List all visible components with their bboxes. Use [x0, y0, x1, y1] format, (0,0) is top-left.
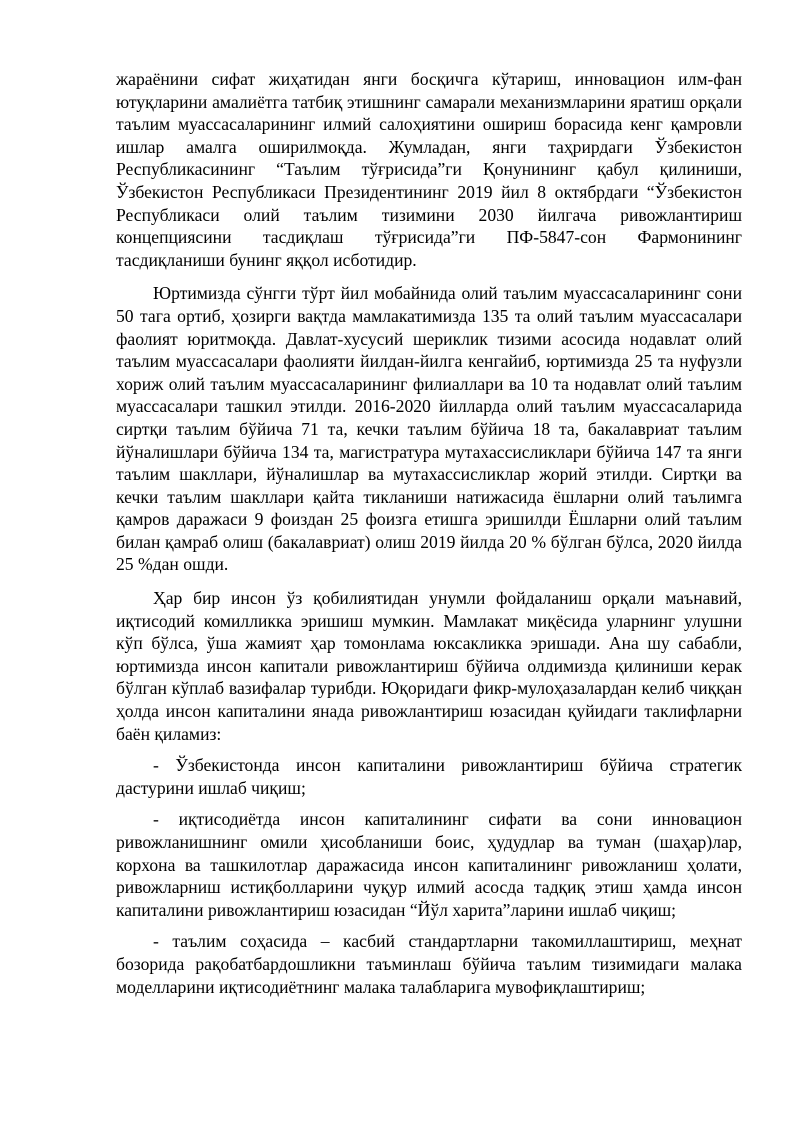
paragraph-continuation: жараёнини сифат жиҳатидан янги босқичга кўтариш, инновацион илм-фан ютуқларини амалиётга татбиқ этишнинг самарали механизмларини яратиш орқали таълим муассасаларининг илмий салоҳиятини ошириш борасида кенг қамровли ишлар амалга оширилмоқда. Жумладан, янги таҳрирдаги Ўзбекистон Республикасининг “Таълим тўғрисида”ги Қонунининг қабул қилиниши, Ўзбекистон Республикаси Президентининг 2019 йил 8 октябрдаги “Ўзбекистон Республикаси олий таълим тизимини 2030 йилгача ривожлантириш концепциясини тасдиқлаш тўғрисида”ги ПФ-5847-сон Фармонининг тасдиқланиши бунинг яққол исботидир.: [116, 69, 742, 270]
paragraph-universities: Юртимизда сўнгги тўрт йил мобайнида олий таълим муассасаларининг сони 50 тага ортиб, ҳозирги вақтда мамлакатимизда 135 та олий таълим муассасалари фаолият юритмоқда. Давлат-хусусий шериклик тизими асосида нодавлат олий таълим муассасалари фаолияти йилдан-йилга кенгайиб, юртимизда 25 та нуфузли хориж олий таълим муассасаларининг филиаллари ва 10 та нодавлат олий таълим муассасалари ташкил этилди. 2016-2020 йилларда олий таълим муассасаларида сиртқи таълим бўйича 71 та, кечки таълим бўйича 18 та, бакалавриат таълим йўналишлари бўйича 134 та, магистратура мутахассисликлари бўйича 147 та янги таълим шакллари, йўналишлар ва мутахассисликлар жорий этилди. Сиртқи ва кечки таълим шакллари қайта тикланиши натижасида ёшларни олий таълимга қамров даражаси 9 фоиздан 25 фоизга етишга эришилди Ёшларни олий таълим билан қамраб олиш (бакалавриат) олиш 2019 йилда 20 % бўлган бўлса, 2020 йилда 25 %дан ошди.: [116, 283, 742, 575]
paragraph-human-capital: Ҳар бир инсон ўз қобилиятидан унумли фойдаланиш орқали маънавий, иқтисодий комилликка эришиш мумкин. Мамлакат миқёсида уларнинг улушни кўп бўлса, ўша жамият ҳар томонлама юксакликка эришади. Ана шу сабабли, юртимизда инсон капитали ривожлантириш бўйича олдимизда қилиниши керак бўлган кўплаб вазифалар турибди. Юқоридаги фикр-мулоҳазалардан келиб чиққан ҳолда инсон капиталини янада ривожлантириш юзасидан қуйидаги таклифларни баён қиламиз:: [116, 588, 742, 744]
proposal-item-roadmap: - иқтисодиётда инсон капиталининг сифати ва сони инновацион ривожланишнинг омили ҳисобланиши боис, ҳудудлар ва туман (шаҳар)лар, корхона ва ташкилотлар даражасида инсон капиталининг ривожланиш ҳолати, ривожларниш истиқболларини чуқур илмий асосда тадқиқ этиш ҳамда инсон капиталини ривожлантириш юзасидан “Йўл харита”ларини ишлаб чиқиш;: [116, 809, 742, 920]
proposal-item-strategy: - Ўзбекистонда инсон капиталини ривожлантириш бўйича стратегик дастурини ишлаб чиқиш;: [116, 755, 742, 798]
proposal-item-education: - таълим соҳасида – касбий стандартларни такомиллаштириш, меҳнат бозорида рақобатбардошликни таъминлаш бўйича таълим тизимидаги малака моделларини иқтисодиётнинг малака талабларига мувофиқлаштириш;: [116, 931, 742, 997]
